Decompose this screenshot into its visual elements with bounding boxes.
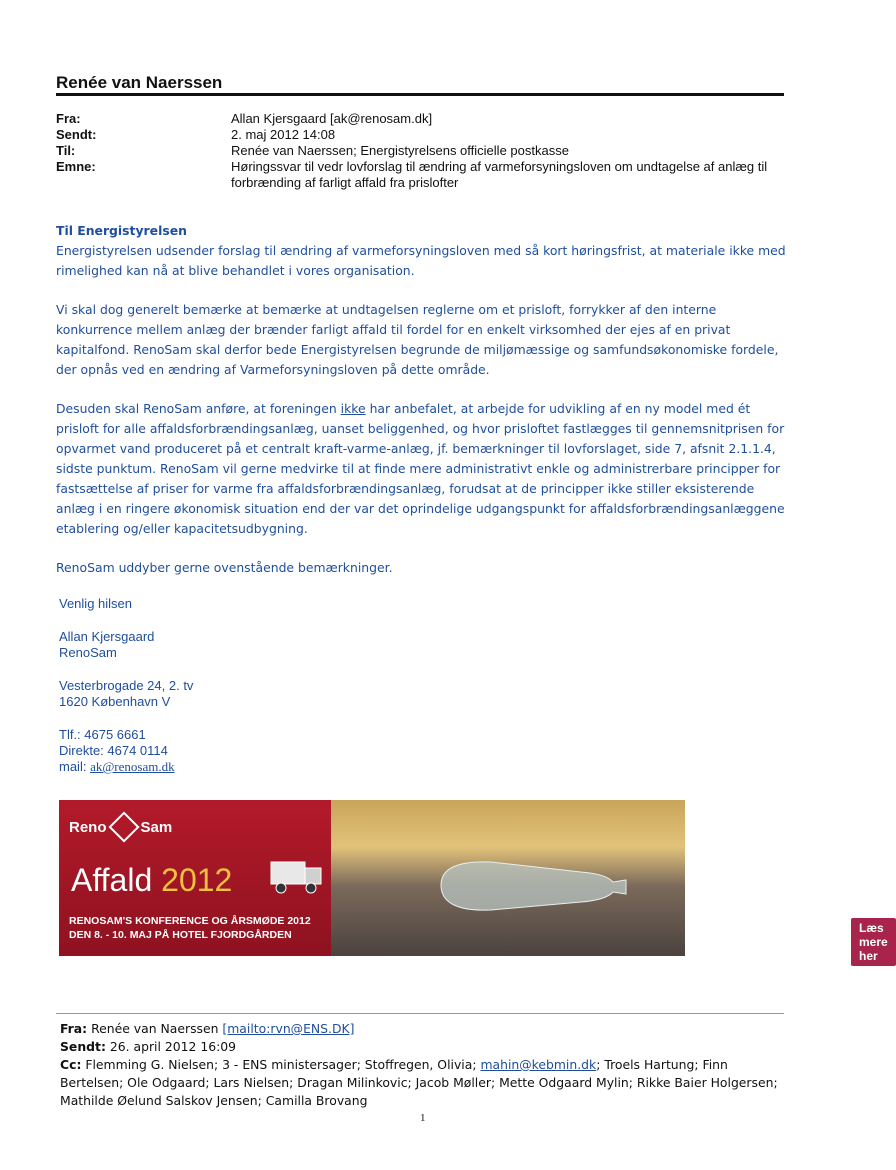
forward-sent-value: 26. april 2012 16:09	[109, 1039, 237, 1054]
signature	[59, 596, 193, 775]
header-value: Renée van Naerssen; Energistyrelsens officielle postkasse	[231, 143, 569, 158]
header-label: Sendt:	[56, 127, 97, 142]
closing: Venlig hilsen	[59, 596, 132, 611]
forward-cc-link[interactable]: mahin@kebmin.dk	[480, 1057, 597, 1072]
header-value: 2. maj 2012 14:08	[231, 127, 336, 142]
signature-contact	[59, 727, 193, 775]
salutation: Til Energistyrelsen	[56, 223, 187, 238]
signature-name: Allan Kjersgaard	[59, 629, 155, 644]
address-city: 1620 København V	[59, 694, 171, 709]
paragraph-3	[56, 399, 786, 539]
banner-headline	[71, 862, 232, 899]
banner-photo	[331, 800, 888, 963]
forward-sent-label: Sendt:	[60, 1039, 106, 1054]
forward-from	[60, 1020, 790, 1038]
paragraph-3-start: Desuden skal RenoSam anføre, at foreningen	[56, 401, 341, 416]
sender-title: Renée van Naerssen	[56, 73, 223, 92]
renosam-logo	[69, 816, 172, 838]
mail-link[interactable]: ak@renosam.dk	[90, 759, 175, 774]
logo-text-right: Sam	[140, 818, 173, 836]
paragraph-2: Vi skal dog generelt bemærke at bemærke at undtagelsen reglerne om et prisloft, forrykker af den interne konkurrence mellem anlæg der brænder farligt affald til fordel for en enkelt virksomhed der ejes af en privat kapitalfond. RenoSam skal derfor bede Energistyrelsen begrunde de miljømæssige og samfundsøkonomiske fordele, der opnås ved en ændring af Varmeforsyningsloven på dette område.	[56, 302, 779, 377]
header-label: Fra:	[56, 111, 81, 126]
garbage-truck-icon	[269, 856, 325, 896]
forward-separator	[56, 1013, 784, 1014]
email-header	[56, 111, 784, 191]
read-more-button[interactable]: Læs mere her	[851, 918, 896, 966]
paragraph-1: Energistyrelsen udsender forslag til ændring af varmeforsyningsloven med så kort høringsfrist, at materiale ikke med rimelighed kan nå at blive behandlet i vores organisation.	[56, 243, 786, 278]
header-value: Allan Kjersgaard [ak@renosam.dk]	[231, 111, 433, 126]
forward-from-name: Renée van Naerssen	[91, 1021, 223, 1036]
forward-cc-start: Flemming G. Nielsen; 3 - ENS ministersager; Stoffregen, Olivia;	[85, 1057, 481, 1072]
forward-cc	[60, 1056, 790, 1110]
header-value: Høringssvar til vedr lovforslag til ændring af varmeforsyningsloven om undtagelse af anlæg til forbrænding af farligt affald fra prislofter	[231, 159, 768, 190]
conference-line-1: RENOSAM'S KONFERENCE OG ÅRSMØDE 2012	[69, 915, 311, 927]
direct-phone: Direkte: 4674 0114	[59, 743, 168, 758]
forward-cc-end: ; Troels Hartung; Finn Bertelsen; Ole Odgaard; Lars Nielsen; Dragan Milinkovic; Jacob Møller; Mette Odgaard Mylin; Rikke Baier Holgersen; Mathilde Øelund Salskov Jensen; Camilla Brovang	[60, 1057, 778, 1108]
headline-word: Affald	[71, 862, 153, 898]
header-from-row	[56, 111, 784, 127]
headline-year: 2012	[161, 862, 233, 898]
phone: Tlf.: 4675 6661	[59, 727, 146, 742]
conference-text	[69, 914, 311, 942]
signature-address	[59, 678, 193, 710]
underlined-word: ikke	[340, 401, 366, 416]
header-to-row	[56, 143, 784, 159]
forward-sent	[60, 1038, 790, 1056]
bottle-image	[431, 850, 631, 920]
forward-from-link[interactable]: [mailto:rvn@ENS.DK]	[222, 1021, 355, 1036]
banner-left-panel	[59, 800, 331, 956]
logo-diamond-icon	[108, 811, 139, 842]
conference-banner[interactable]	[59, 800, 888, 963]
email-body	[56, 221, 786, 597]
header-label: Emne:	[56, 159, 96, 174]
mail-line	[59, 759, 193, 775]
paragraph-4: RenoSam uddyber gerne ovenstående bemærkninger.	[56, 560, 393, 575]
signature-org: RenoSam	[59, 645, 117, 660]
signature-name-block	[59, 629, 193, 661]
header-label: Til:	[56, 143, 76, 158]
forward-from-label: Fra:	[60, 1021, 88, 1036]
page-number: 1	[420, 1112, 426, 1124]
title-divider	[56, 93, 784, 96]
logo-text-left: Reno	[69, 818, 107, 836]
conference-line-2: DEN 8. - 10. MAJ PÅ HOTEL FJORDGÅRDEN	[69, 929, 292, 941]
paragraph-3-end: har anbefalet, at arbejde for udvikling af en ny model med ét prisloft for alle affaldsforbrændingsanlæg, uanset beliggenhed, og hvor prisloftet fastlægges til gennemsnitprisen for opvarmet vand produceret på et centralt kraft-varme-anlæg, jf. bemærkninger til lovforslaget, side 7, afsnit 2.1.1.4, sidste punktum. RenoSam vil gerne medvirke til at finde mere administrativt enkle og administrerbare principper for fastsættelse af priser for varme fra affaldsforbrændingsanlæg, forudsat at de principper ikke stiller eksisterende anlæg i en ringere økonomisk situation end der var det oprindelige udgangspunkt for affaldsforbrændingsanlæggene etablering og/eller kapacitetsudbygning.	[56, 401, 785, 536]
forwarded-header	[60, 1020, 790, 1110]
mail-label: mail:	[59, 759, 91, 774]
header-sent-row	[56, 127, 784, 143]
header-subject-row	[56, 159, 784, 191]
forward-cc-label: Cc:	[60, 1057, 82, 1072]
address-street: Vesterbrogade 24, 2. tv	[59, 678, 194, 693]
